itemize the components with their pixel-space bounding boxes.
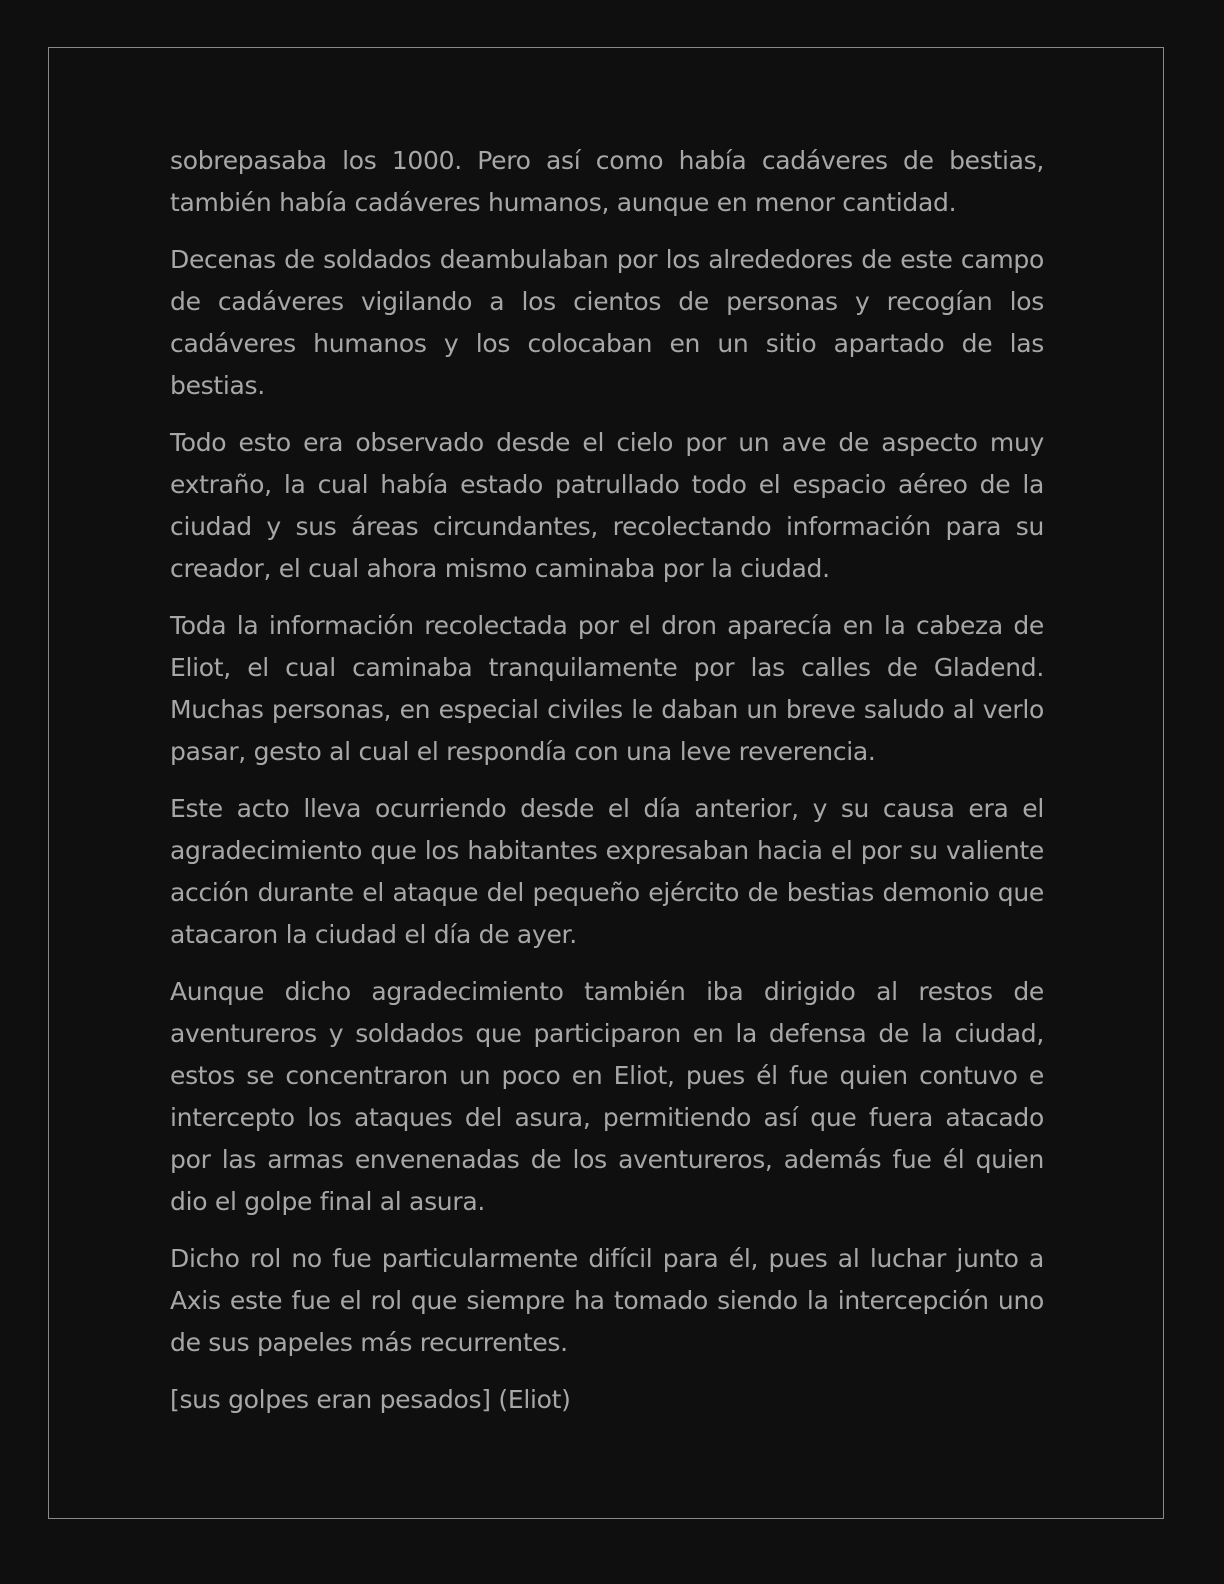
paragraph-5: Este acto lleva ocurriendo desde el día anterior, y su causa era el agradecimiento que los habitantes expresaban hacia el por su valiente acción durante el ataque del pequeño ejército de bestias demonio que atacaron la ciudad el día de ayer. — [170, 794, 1044, 949]
paragraph-7: Dicho rol no fue particularmente difícil para él, pues al luchar junto a Axis este fue el rol que siempre ha tomado siendo la intercepción uno de sus papeles más recurrentes. — [170, 1244, 1044, 1357]
paragraph-4: Toda la información recolectada por el dron aparecía en la cabeza de Eliot, el cual caminaba tranquilamente por las calles de Gladend. Muchas personas, en especial civiles le daban un breve saludo al verlo pasar, gesto al cual el respondía con una leve reverencia. — [170, 611, 1044, 766]
paragraph-2: Decenas de soldados deambulaban por los alrededores de este campo de cadáveres vigilando a los cientos de personas y recogían los cadáveres humanos y los colocaban en un sitio apartado de las bestias. — [170, 245, 1044, 400]
paragraph-8-dialogue: [sus golpes eran pesados] (Eliot) — [170, 1385, 571, 1414]
paragraph-1: sobrepasaba los 1000. Pero así como había cadáveres de bestias, también había cadáveres humanos, aunque en menor cantidad. — [170, 146, 1044, 217]
page-frame — [48, 47, 1164, 1519]
paragraph-6: Aunque dicho agradecimiento también iba dirigido al restos de aventureros y soldados que participaron en la defensa de la ciudad, estos se concentraron un poco en Eliot, pues él fue quien contuvo e intercepto los ataques del asura, permitiendo así que fuera atacado por las armas envenenadas de los aventureros, además fue él quien dio el golpe final al asura. — [170, 977, 1044, 1216]
text-body — [170, 140, 1044, 1436]
paragraph-3: Todo esto era observado desde el cielo por un ave de aspecto muy extraño, la cual había estado patrullado todo el espacio aéreo de la ciudad y sus áreas circundantes, recolectando información para su creador, el cual ahora mismo caminaba por la ciudad. — [170, 428, 1044, 583]
